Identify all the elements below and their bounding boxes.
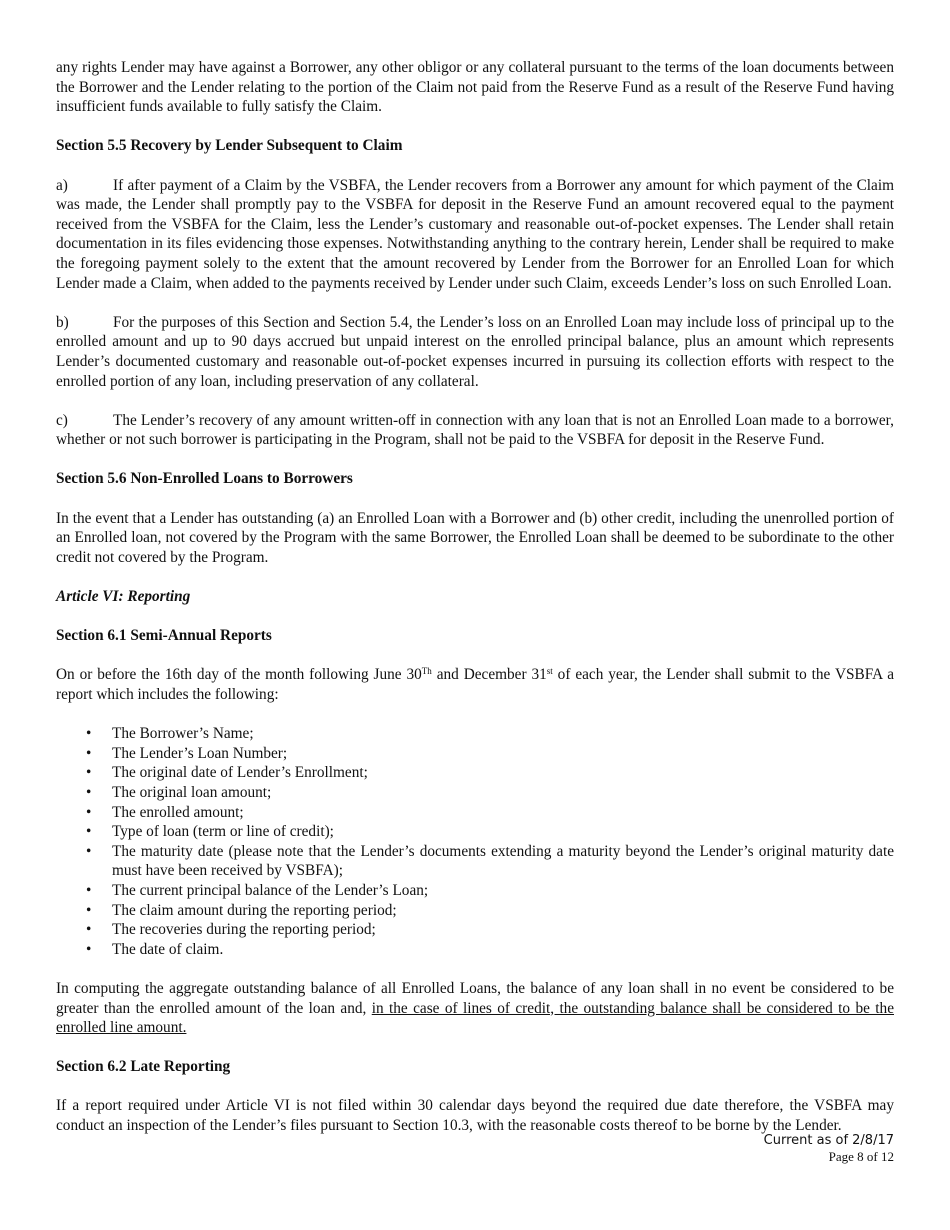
section-6-2-heading: Section 6.2 Late Reporting: [56, 1058, 231, 1076]
intro-text: of each year, the Lender shall submit to the VSBFA a report which includes the following:: [56, 666, 894, 703]
page-number: Page 8 of 12: [828, 1149, 894, 1164]
item-label: c): [56, 411, 68, 429]
report-items-list: [56, 724, 894, 959]
list-item: • The Lender’s Loan Number;: [112, 744, 894, 764]
list-item: • The date of claim.: [112, 940, 894, 960]
item-text: For the purposes of this Section and Section 5.4, the Lender’s loss on an Enrolled Loan may include loss of principal up to the enrolled amount and up to 90 days accrued but unpaid interest on the enrolled principal balance, plus an amount which represents Lender’s documented customary and reasonable out-of-pocket expenses incurred in pursuing its collection efforts with respect to the enrolled portion of any loan, including preservation of any collateral.: [56, 313, 894, 390]
intro-text: On or before the 16th day of the month following June 30: [56, 666, 422, 684]
item-label: b): [56, 313, 69, 331]
list-item: • Type of loan (term or line of credit);: [112, 822, 894, 842]
list-item: • The original loan amount;: [112, 783, 894, 803]
list-item: • The original date of Lender’s Enrollment;: [112, 763, 894, 783]
section-5-6-heading: Section 5.6 Non-Enrolled Loans to Borrowers: [56, 470, 353, 488]
section-6-2-text: If a report required under Article VI is not filed within 30 calendar days beyond the required due date therefore, the VSBFA may conduct an inspection of the Lender’s files pursuant to Section 10.3, with the reasonable costs thereof to be borne by the Lender.: [56, 1097, 894, 1135]
intro-text: and December 31: [431, 666, 547, 684]
section-5-5-a: [56, 176, 894, 294]
section-5-6-text: In the event that a Lender has outstanding (a) an Enrolled Loan with a Borrower and (b) other credit, including the unenrolled portion of an Enrolled loan, not covered by the Program with the same Borrower, the Enrolled Loan shall be deemed to be subordinate to the other credit not covered by the Program.: [56, 509, 894, 566]
item-label: a): [56, 176, 68, 194]
list-item: • The claim amount during the reporting period;: [112, 901, 894, 921]
list-item: • The maturity date (please note that the Lender’s documents extending a maturity beyond the Lender’s original maturity date must have been received by VSBFA);: [112, 842, 894, 881]
page-footer: [764, 1132, 894, 1165]
article-6-heading: Article VI: Reporting: [56, 588, 191, 606]
section-6-1-intro: [56, 665, 894, 704]
list-item: • The Borrower’s Name;: [112, 724, 894, 744]
item-text: If after payment of a Claim by the VSBFA, the Lender recovers from a Borrower any amount for which payment of the Claim was made, the Lender shall promptly pay to the VSBFA for deposit in the Reserve Fund an amount recovered equal to the payment received from the VSBFA for the Claim, less the Lender’s customary and reasonable out-of-pocket expenses. The Lender shall retain documentation in its files evidencing those expenses. Notwithstanding anything to the contrary herein, Lender shall be required to make the foregoing payment solely to the extent that the amount recovered by Lender from the Borrower for an Enrolled Loan for which Lender made a Claim, when added to the payments received by Lender under such Claim, exceeds Lender’s loss on such Enrolled Loan.: [56, 176, 894, 292]
section-6-1-closing: [56, 979, 894, 1038]
intro-paragraph: any rights Lender may have against a Borrower, any other obligor or any collateral pursuant to the terms of the loan documents between the Borrower and the Lender relating to the portion of the Claim not paid from the Reserve Fund as a result of the Reserve Fund having insufficient funds available to fully satisfy the Claim.: [56, 59, 894, 116]
section-5-5-b: [56, 313, 894, 391]
document-page: [56, 58, 894, 1155]
list-item: • The enrolled amount;: [112, 803, 894, 823]
section-5-5-c: [56, 411, 894, 450]
superscript: Th: [421, 666, 432, 677]
closing-underlined-text: in the case of lines of credit, the outstanding balance shall be considered to be the enrolled line amount.: [56, 999, 894, 1037]
list-item: • The current principal balance of the Lender’s Loan;: [112, 881, 894, 901]
superscript: st: [546, 666, 553, 677]
current-as-of: Current as of 2/8/17: [763, 1133, 894, 1148]
item-text: The Lender’s recovery of any amount written-off in connection with any loan that is not an Enrolled Loan made to a borrower, whether or not such borrower is participating in the Program, shall not be paid to the VSBFA for deposit in the Reserve Fund.: [56, 411, 894, 449]
section-6-1-heading: Section 6.1 Semi-Annual Reports: [56, 627, 272, 645]
section-5-5-heading: Section 5.5 Recovery by Lender Subsequent to Claim: [56, 137, 403, 155]
list-item: • The recoveries during the reporting period;: [112, 920, 894, 940]
closing-text: In computing the aggregate outstanding balance of all Enrolled Loans, the balance of any loan shall in no event be considered to be greater than the enrolled amount of the loan and,: [56, 979, 894, 1017]
